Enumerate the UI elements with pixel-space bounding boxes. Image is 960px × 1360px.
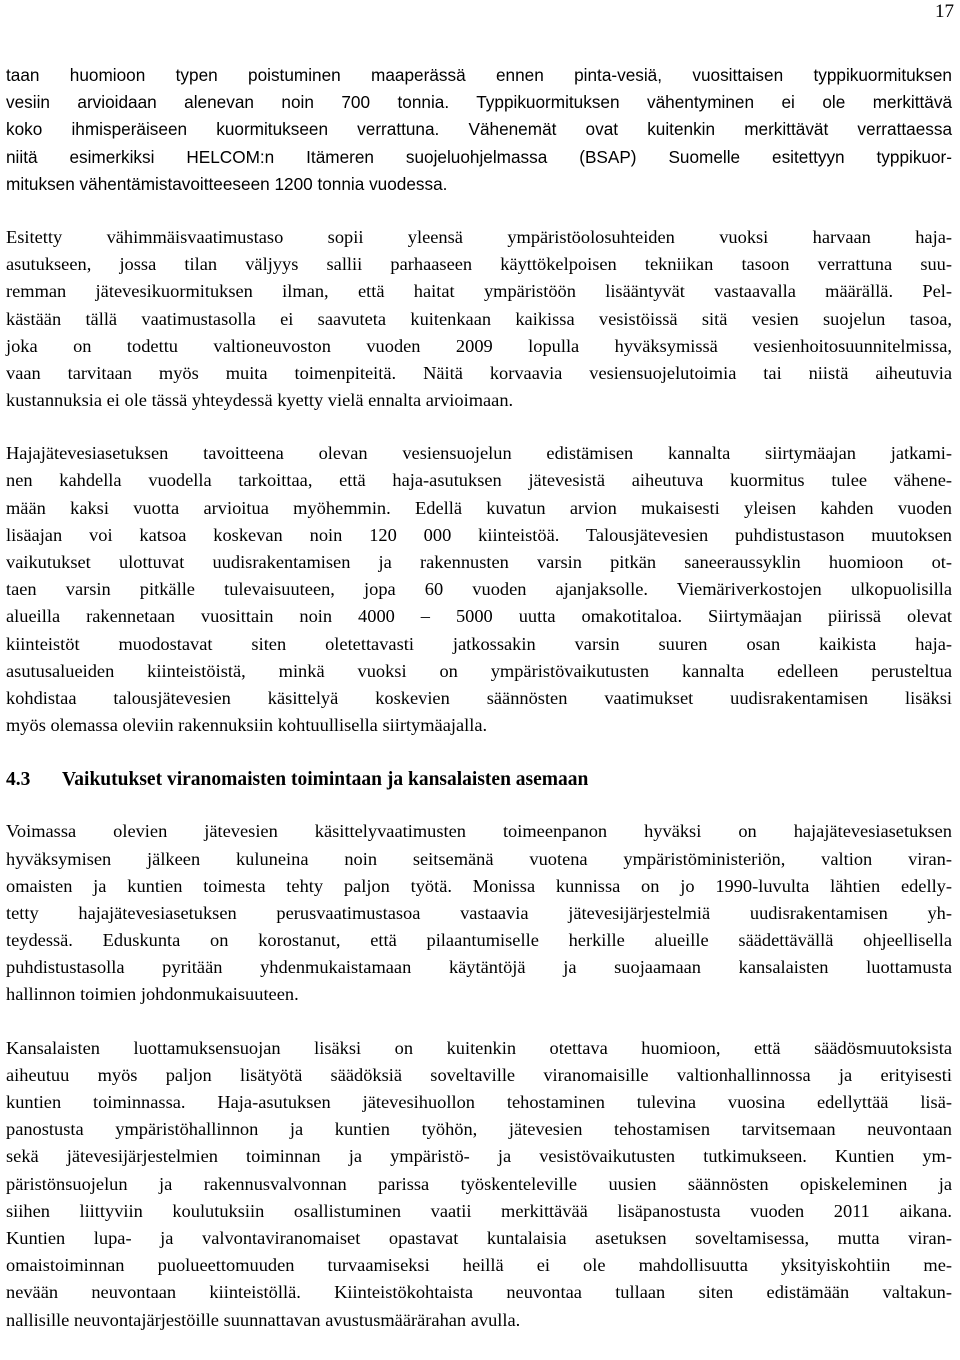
text-line: panostusta ympäristöhallinnon ja kuntien työhön, jätevesien tehostamisen tarvitsemaan neuvontaan (6, 1119, 952, 1140)
text-line: remman jätevesikuormituksen ilman, että haitat ympäristöön lisääntyvät vastaavalla määrällä. Pel- (6, 281, 952, 302)
text-line: mituksen vähentämistavoitteeseen 1200 tonnia vuodessa. (6, 173, 448, 194)
text-line: puhdistustasolla pyritään yhdenmukaistamaan käytäntöjä ja suojaamaan kansalaisten luottamusta (6, 957, 952, 978)
text-line: kästään tällä vaatimustasolla ei saavuteta kuitenkaan kaikissa vesistöissä sitä vesien suojelun tasoa, (6, 308, 952, 329)
text-line: vesiin arvioidaan alenevan noin 700 tonnia. Typpikuormituksen vähentyminen ei ole merkittävä (6, 92, 952, 113)
text-line: nallisille neuvontajärjestöille suunnattavan avustusmäärärahan avulla. (6, 1309, 521, 1330)
text-line: Hajajätevesiasetuksen tavoitteena olevan vesiensuojelun edistämisen kannalta siirtymäajan jatkami- (6, 443, 952, 464)
text-line: asutusalueiden kiinteistöistä, minkä vuoksi on ympäristövaikutusten kannalta edelleen perusteltua (6, 660, 952, 681)
paragraph (6, 62, 952, 198)
text-line: myös olemassa oleviin rakennuksiin kohtuullisella siirtymäajalla. (6, 715, 488, 736)
section-heading (6, 765, 952, 795)
text-line: kustannuksia ei ole tässä yhteydessä kyetty vielä ennalta arvioimaan. (6, 390, 514, 411)
text-line: Voimassa olevien jätevesien käsittelyvaatimusten toimeenpanon hyväksi on hajajätevesiasetuksen (6, 821, 952, 842)
page-number: 17 (935, 1, 954, 22)
paragraph (6, 440, 952, 739)
text-line: alueilla rakennetaan vuosittain noin 4000 – 5000 uutta omakotitaloa. Siirtymäajan piirissä olevat (6, 606, 952, 627)
text-line: asutukseen, jossa tilan väljyys sallii parhaaseen käyttökelpoisen tekniikan tasoon verrattuna suu- (6, 254, 952, 275)
text-line: vaan tarvitaan myös muita toimenpiteitä. Näitä korvaavia vesiensuojelutoimia tai niistä aiheutuvia (6, 362, 952, 383)
text-line: Kansalaisten luottamuksensuojan lisäksi on kuitenkin otettava huomioon, että säädösmuutoksista (6, 1037, 952, 1058)
text-line: hallinnon toimien johdonmukaisuuteen. (6, 984, 299, 1005)
text-line: aiheutuu myös paljon lisätyötä säädöksiä soveltaville viranomaisille valtionhallinnossa ja erityisesti (6, 1064, 952, 1085)
text-line: Esitetty vähimmäisvaatimustaso sopii yleensä ympäristöolosuhteiden vuoksi harvaan haja- (6, 226, 952, 247)
text-line: vaikutukset ulottuvat uudisrakentamisen ja rakennusten varsin pitkän saneeraussyklin huomioon ot- (6, 552, 952, 572)
text-line: Kuntien lupa- ja valvontaviranomaiset opastavat kuntalaisia asetuksen soveltamisessa, mutta viran- (6, 1227, 952, 1248)
text-line: niitä esimerkiksi HELCOM:n Itämeren suojeluohjelmassa (BSAP) Suomelle esitettyyn typpikuor- (6, 146, 952, 167)
section-number: 4.3 (6, 769, 31, 791)
text-line: kiinteistöt muodostavat siten oletettavasti jatkossakin varsin suuren osan kaikista haja- (6, 633, 952, 654)
paragraph-group-1 (6, 62, 952, 739)
text-line: sekä jätevesijärjestelmien toiminnan ja ympäristö- ja vesistövaikutusten tutkimukseen. Kuntien ym- (6, 1146, 952, 1167)
text-line: nen kahdella vuodella tarkoittaa, että haja-asutuksen jätevesistä aiheutuva kuormitus tulee vähene- (6, 470, 952, 491)
text-line: omaisten ja kuntien toimesta tehty paljon työtä. Monissa kunnissa on jo 1990-luvulta lähtien edelly- (6, 875, 952, 896)
text-line: mään kaksi vuotta arvioitua myöhemmin. Edellä kuvatun arvion mukaisesti yleisen kahden vuoden (6, 497, 952, 518)
text-line: kuntien toiminnassa. Haja-asutuksen jätevesihuollon tehostaminen tulevina vuosina edellyttää lisä- (6, 1092, 952, 1112)
text-line: taan huomioon typen poistuminen maaperässä ennen pinta-vesiä, vuosittaisen typpikuormituksen (6, 65, 952, 85)
text-line: omaistoiminnan puolueettomuuden turvaamiseksi heillä ei ole mahdollisuutta yksityiskohtiin me- (6, 1255, 952, 1276)
text-line: päristönsuojelun ja rakennusvalvonnan parissa työskenteleville uusien säännösten opiskeleminen ja (6, 1173, 952, 1194)
text-line: siihen liittyviin koulutuksiin osallistuminen vaatii merkittävää lisäpanostusta vuoden 2011 aikana. (6, 1200, 952, 1221)
paragraph (6, 224, 952, 414)
text-line: teydessä. Eduskunta on korostanut, että pilaantumiselle herkille alueille säädettävällä ohjeellisella (6, 930, 952, 951)
text-line: lisäajan voi katsoa koskevan noin 120 000 kiinteistöä. Talousjätevesien puhdistustason muutoksen (6, 524, 952, 545)
document-body (6, 62, 952, 1360)
text-line: koko ihmisperäiseen kuormitukseen verrattuna. Vähenemät ovat kuitenkin merkittävät verrattaessa (6, 119, 952, 140)
text-line: tetty hajajätevesiasetuksen perusvaatimustasoa vastaavia jätevesijärjestelmiä uudisrakentamisen yh- (6, 902, 952, 923)
text-line: joka on todettu valtioneuvoston vuoden 2009 lopulla hyväksymissä vesienhoitosuunnitelmissa, (6, 335, 952, 356)
text-line: hyväksymisen jälkeen kuluneina noin seitsemänä vuotena ympäristöministeriön, valtion viran- (6, 848, 952, 869)
paragraph (6, 818, 952, 1008)
text-line: taen varsin pitkälle tulevaisuuteen, jopa 60 vuoden ajanjaksolle. Viemäriverkostojen ulkopuolisilla (6, 579, 952, 600)
section-title: Vaikutukset viranomaisten toimintaan ja kansalaisten asemaan (62, 769, 589, 791)
paragraph-group-2 (6, 818, 952, 1333)
text-line: nevään neuvontaan kiinteistöllä. Kiinteistökohtaista neuvontaa tullaan siten edistämään valtakun- (6, 1282, 952, 1303)
text-line: kohdistaa talousjätevesien käsittelyä koskevien säännösten vaatimukset uudisrakentamisen lisäksi (6, 687, 952, 708)
paragraph (6, 1035, 952, 1334)
